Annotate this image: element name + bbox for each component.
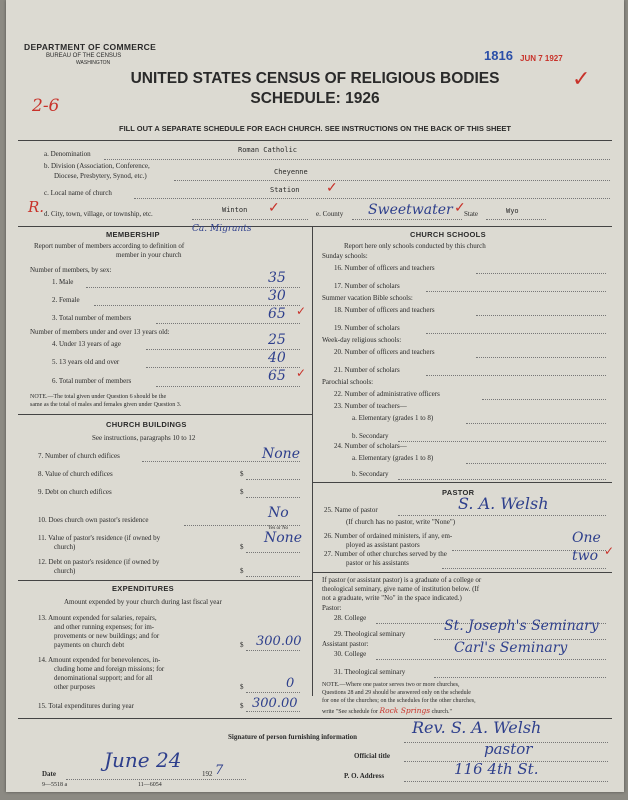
q23a-label: a. Elementary (grades 1 to 8) <box>352 414 434 422</box>
signature-label: Signature of person furnishing information <box>228 733 357 741</box>
q11-label: 11. Value of pastor's residence (if owned by <box>38 534 161 542</box>
sunday-label: Sunday schools: <box>322 252 368 260</box>
q11-label-2: church) <box>54 543 76 551</box>
q17-label: 17. Number of scholars <box>334 282 400 290</box>
membership-intro: Report number of members according to definition of <box>34 242 185 250</box>
q5-label: 5. 13 years old and over <box>52 358 120 366</box>
q25-label: 25. Name of pastor <box>324 506 378 514</box>
q29-label: 29. Theological seminary <box>334 630 406 638</box>
division-label: b. Division (Association, Conference, <box>44 162 150 170</box>
q14-dollar: $ <box>240 683 244 691</box>
q14-label-2: cluding home and foreign missions; for <box>54 665 165 673</box>
q10-label: 10. Does church own pastor's residence <box>38 516 149 524</box>
assistant-sub-label: Assistant pastor: <box>322 640 369 648</box>
county-label: e. County <box>316 210 344 218</box>
q27-label: 27. Number of other churches served by the <box>324 550 447 558</box>
bureau-label: BUREAU OF THE CENSUS <box>46 53 122 59</box>
city-field-value[interactable]: Winton <box>222 206 248 214</box>
graduate-text-3: not a graduate, write "No" in the space indicated.) <box>322 594 462 602</box>
county-value[interactable]: Sweetwater <box>368 202 453 218</box>
q30-label: 30. College <box>334 650 367 658</box>
q27-label-2: pastor or his assistants <box>346 559 409 567</box>
census-schedule-page <box>6 0 624 792</box>
signature-value[interactable]: Rev. S. A. Welsh <box>412 718 542 737</box>
margin-mark: 2-6 <box>32 96 60 116</box>
weekday-label: Week-day religious schools: <box>322 336 402 344</box>
q12-label-2: church) <box>54 567 76 575</box>
q26-label-2: ployed as assistant pastors <box>346 541 420 549</box>
check-mark-icon: ✓ <box>454 201 466 216</box>
graduate-text: If pastor (or assistant pastor) is a graduate of a college or <box>322 576 482 584</box>
city-label: WASHINGTON <box>76 60 111 66</box>
q8-dollar: $ <box>240 470 244 478</box>
q24a-label: a. Elementary (grades 1 to 8) <box>352 454 434 462</box>
stamp-date: JUN 7 1927 <box>520 54 563 63</box>
check-mark-icon: ✓ <box>268 201 280 216</box>
buildings-intro: See instructions, paragraphs 10 to 12 <box>92 434 196 442</box>
q27-value[interactable]: two <box>572 548 599 564</box>
q15-dollar: $ <box>240 702 244 710</box>
q10-value[interactable]: No <box>268 505 289 521</box>
graduate-text-2: theological seminary, give name of institution below. (If <box>322 585 480 593</box>
membership-margin-note: Ca. Migrants <box>192 224 252 234</box>
denomination-label: a. Denomination <box>44 150 91 158</box>
pastor-note-3: for one of the churches; on the schedules for the other churches, <box>322 698 476 704</box>
see-schedule-value[interactable]: Rock Springs <box>379 706 431 715</box>
q1-label: 1. Male <box>52 278 74 286</box>
pastor-sub-label: Pastor: <box>322 604 342 612</box>
date-value[interactable]: June 24 <box>104 748 182 772</box>
q13-label-2: and other running expenses; for im- <box>54 623 155 631</box>
membership-intro-2: member in your church <box>116 251 182 259</box>
check-mark-icon: ✓ <box>296 366 307 380</box>
q23b-label: b. Secondary <box>352 432 389 440</box>
schools-heading: CHURCH SCHOOLS <box>410 230 486 239</box>
form-number: 9—5518 a <box>42 782 68 788</box>
q31-label: 31. Theological seminary <box>334 668 406 676</box>
year-prefix: 192 <box>202 770 213 778</box>
address-label: P. O. Address <box>344 772 385 780</box>
check-mark-icon: ✓ <box>326 181 338 196</box>
q9-label: 9. Debt on church edifices <box>38 488 112 496</box>
local-name-value[interactable]: Station <box>270 186 300 194</box>
q29-value[interactable]: St. Joseph's Seminary <box>444 618 599 634</box>
q22-label: 22. Number of administrative officers <box>334 390 440 398</box>
q13-label-3: provements or new buildings; and for <box>54 632 160 640</box>
q24b-label: b. Secondary <box>352 470 389 478</box>
q1-value[interactable]: 35 <box>268 270 286 286</box>
local-name-label: c. Local name of church <box>44 189 112 197</box>
q24-label: 24. Number of scholars— <box>334 442 407 450</box>
q14-label-3: denominational support; and for all <box>54 674 153 682</box>
q28-label: 28. College <box>334 614 367 622</box>
q3-label: 3. Total number of members <box>52 314 132 322</box>
q7-value[interactable]: None <box>262 446 300 462</box>
q16-label: 16. Number of officers and teachers <box>334 264 435 272</box>
by-sex-label: Number of members, by sex: <box>30 266 112 274</box>
city-field-label: d. City, town, village, or township, etc. <box>44 210 153 218</box>
q2-value[interactable]: 30 <box>268 288 286 304</box>
q13-dollar: $ <box>240 641 244 649</box>
expenditures-intro: Amount expended by your church during last fiscal year <box>64 598 222 606</box>
r-mark: R. <box>28 198 45 216</box>
schedule-title: SCHEDULE: 1926 <box>250 90 380 107</box>
q19-label: 19. Number of scholars <box>334 324 400 332</box>
q6-value[interactable]: 65 <box>268 368 286 384</box>
division-label-2: Diocese, Presbytery, Synod, etc.) <box>54 172 147 180</box>
check-mark-icon: ✓ <box>604 544 615 558</box>
parochial-label: Parochial schools: <box>322 378 374 386</box>
q30-value[interactable]: Carl's Seminary <box>454 640 568 656</box>
buildings-heading: CHURCH BUILDINGS <box>106 420 187 429</box>
q8-label: 8. Value of church edifices <box>38 470 113 478</box>
membership-note-2: same as the total of males and females given under Question 3. <box>30 402 182 408</box>
q14-value[interactable]: 0 <box>286 676 295 691</box>
q14-label: 14. Amount expended for benevolences, in- <box>38 656 161 664</box>
q14-label-4: other purposes <box>54 683 96 691</box>
q12-label: 12. Debt on pastor's residence (if owned by <box>38 558 160 566</box>
q20-label: 20. Number of officers and teachers <box>334 348 435 356</box>
q12-dollar: $ <box>240 567 244 575</box>
q13-label: 13. Amount expended for salaries, repairs, <box>38 614 157 622</box>
official-title-label: Official title <box>354 752 390 760</box>
instruction-line: FILL OUT A SEPARATE SCHEDULE FOR EACH CHURCH. SEE INSTRUCTIONS ON THE BACK OF THIS SHEET <box>119 124 511 133</box>
address-value[interactable]: 116 4th St. <box>454 760 539 778</box>
q3-value[interactable]: 65 <box>268 306 286 322</box>
q23-label: 23. Number of teachers— <box>334 402 407 410</box>
summer-label: Summer vacation Bible schools: <box>322 294 413 302</box>
by-age-label: Number of members under and over 13 years old: <box>30 328 170 336</box>
q18-label: 18. Number of officers and teachers <box>334 306 435 314</box>
official-title-value[interactable]: pastor <box>484 740 533 758</box>
membership-note: NOTE.—The total given under Question 6 should be the <box>30 394 167 400</box>
schools-intro: Report here only schools conducted by this church <box>344 242 486 250</box>
state-value[interactable]: Wyo <box>506 207 519 215</box>
form-number-2: 11—6054 <box>138 782 162 788</box>
q4-label: 4. Under 13 years of age <box>52 340 121 348</box>
q13-value[interactable]: 300.00 <box>256 634 302 649</box>
state-label: State <box>464 210 478 218</box>
date-label: Date <box>42 770 56 778</box>
pastor-note: NOTE.—Where one pastor serves two or more churches, <box>322 682 460 688</box>
department-label: DEPARTMENT OF COMMERCE <box>24 42 157 52</box>
q6-label: 6. Total number of members <box>52 377 132 385</box>
q25-value[interactable]: S. A. Welsh <box>458 494 549 513</box>
form-title: UNITED STATES CENSUS OF RELIGIOUS BODIES <box>130 70 500 87</box>
q26-value[interactable]: One <box>572 530 601 546</box>
pastor-note-4: write "See schedule for Rock Springs church." <box>322 706 452 715</box>
q15-value[interactable]: 300.00 <box>252 696 298 711</box>
q15-label: 15. Total expenditures during year <box>38 702 134 710</box>
denomination-value[interactable]: Roman Catholic <box>238 146 298 154</box>
q25-note: (If church has no pastor, write "None") <box>346 518 456 526</box>
stamp-number: 1816 <box>484 48 513 63</box>
q21-label: 21. Number of scholars <box>334 366 400 374</box>
q9-dollar: $ <box>240 488 244 496</box>
yes-no-hint: Yes or No <box>268 526 289 531</box>
division-value[interactable]: Cheyenne <box>274 168 308 176</box>
year-value[interactable]: 7 <box>215 763 224 778</box>
q13-label-4: payments on church debt <box>54 641 125 649</box>
q5-value[interactable]: 40 <box>268 350 286 366</box>
check-mark-icon: ✓ <box>296 304 307 318</box>
membership-heading: MEMBERSHIP <box>106 230 160 239</box>
q4-value[interactable]: 25 <box>268 332 286 348</box>
q26-label: 26. Number of ordained ministers, if any, em- <box>324 532 453 540</box>
q2-label: 2. Female <box>52 296 80 304</box>
pastor-note-2: Questions 28 and 29 should be answered only on the schedule <box>322 690 471 696</box>
q7-label: 7. Number of church edifices <box>38 452 120 460</box>
q11-value[interactable]: None <box>264 530 302 546</box>
q11-dollar: $ <box>240 543 244 551</box>
expenditures-heading: EXPENDITURES <box>112 584 174 593</box>
pastor-heading: PASTOR <box>442 488 475 497</box>
check-mark-icon: ✓ <box>572 66 591 91</box>
